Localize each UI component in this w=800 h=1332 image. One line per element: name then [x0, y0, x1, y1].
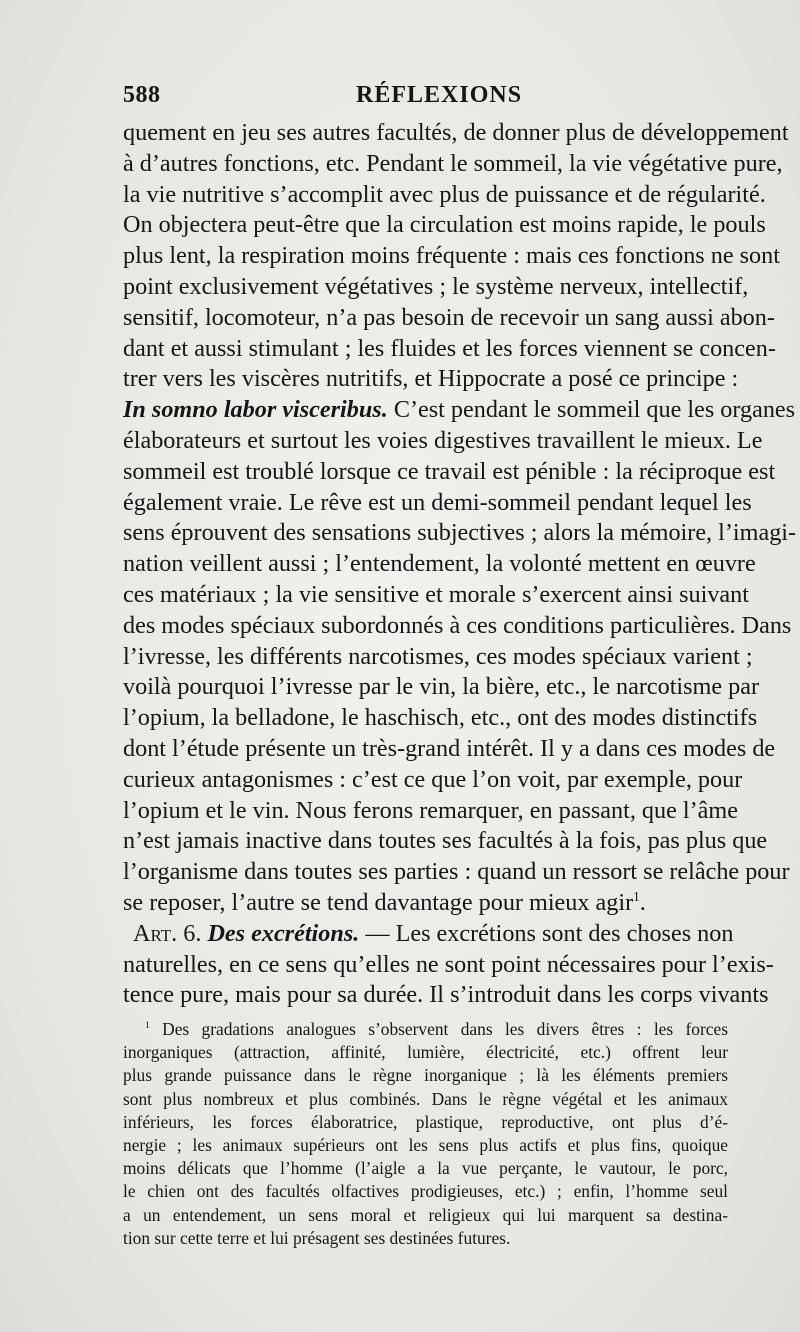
text-line	[123, 395, 796, 426]
text-line: dont l’étude présente un très-grand intérêt. Il y a dans ces modes de	[123, 734, 776, 762]
footnote	[123, 1018, 728, 1250]
text-line: sens éprouvent des sensations subjectives ; alors la mémoire, l’imagi-	[123, 519, 797, 547]
text-segment: — Les excrétions sont des choses non	[359, 919, 734, 947]
text-line: n’est jamais inactive dans toutes ses facultés à la fois, pas plus que	[123, 827, 768, 855]
text-line: sensitif, locomoteur, n’a pas besoin de recevoir un sang aussi abon-	[123, 303, 775, 331]
running-title: RÉFLEXIONS	[356, 82, 523, 108]
footnote-line: inférieurs, les forces élaboratrice, plastique, reproductive, ont plus d’é-	[123, 1111, 728, 1132]
text-line: l’opium et le vin. Nous ferons remarquer, en passant, que l’âme	[123, 796, 738, 824]
footnote-line	[123, 1018, 728, 1041]
text-line: naturelles, en ce sens qu’elles ne sont point nécessaires pour l’exis-	[123, 950, 774, 978]
latin-phrase: In somno labor visceribus.	[123, 396, 388, 424]
text-line: l’opium, la belladone, le haschisch, etc., ont des modes distinctifs	[123, 704, 758, 732]
text-line: On objectera peut-être que la circulation est moins rapide, le pouls	[123, 211, 766, 239]
text-line: voilà pourquoi l’ivresse par le vin, la bière, etc., le narcotisme par	[123, 673, 760, 701]
footnote-line: sont plus nombreux et plus combinés. Dans le règne végétal et les animaux	[123, 1088, 728, 1109]
text-segment: Des gradations analogues s’observent dans les divers êtres : les forces	[149, 1019, 728, 1039]
text-line: tence pure, mais pour sa durée. Il s’introduit dans les corps vivants	[123, 981, 769, 1009]
text-line: sommeil est troublé lorsque ce travail est pénible : la réciproque est	[123, 457, 776, 485]
footnote-line: a un entendement, un sens moral et religieux qui lui marquent sa destina-	[123, 1204, 728, 1225]
text-line: élaborateurs et surtout les voies digestives travaillent le mieux. Le	[123, 426, 763, 454]
article-label: Art. 6.	[133, 919, 202, 947]
article-heading-line	[123, 919, 734, 950]
footnote-line: nergie ; les animaux supérieurs ont les sens plus actifs et plus fins, quoique	[123, 1135, 728, 1156]
page-number: 588	[123, 82, 161, 108]
text-line: point exclusivement végétatives ; le système nerveux, intellectif,	[123, 272, 749, 300]
text-segment: .	[639, 888, 646, 916]
text-line: dant et aussi stimulant ; les fluides et les forces viennent se concen-	[123, 334, 776, 362]
text-line: plus lent, la respiration moins fréquente : mais ces fonctions ne sont	[123, 242, 780, 270]
text-line: l’organisme dans toutes ses parties : quand un ressort se relâche pour	[123, 858, 790, 886]
text-line: curieux antagonismes : c’est ce que l’on voit, par exemple, pour	[123, 765, 743, 793]
footnote-line: inorganiques (attraction, affinité, lumière, électricité, etc.) offrent leur	[123, 1042, 728, 1063]
text-line: des modes spéciaux subordonnés à ces conditions particulières. Dans	[123, 611, 792, 639]
footnote-marker: 1	[145, 1020, 150, 1032]
text-line: ces matériaux ; la vie sensitive et morale s’exercent ainsi suivant	[123, 580, 749, 608]
text-segment: C’est pendant le sommeil que les organes	[387, 396, 796, 424]
text-segment: se reposer, l’autre se tend davantage pour mieux agir	[123, 888, 634, 916]
footnote-line: plus grande puissance dans le règne inorganique ; là les éléments premiers	[123, 1065, 728, 1086]
text-line	[123, 888, 728, 919]
text-line: trer vers les viscères nutritifs, et Hippocrate a posé ce principe :	[123, 365, 739, 393]
footnote-reference: 1	[633, 888, 640, 904]
page-header	[123, 82, 723, 118]
text-line: l’ivresse, les différents narcotismes, ces modes spéciaux varient ;	[123, 642, 753, 670]
footnote-line: le chien ont des facultés olfactives prodigieuses, etc.) ; enfin, l’homme seul	[123, 1181, 728, 1202]
footnote-line: moins délicats que l’homme (l’aigle a la vue perçante, le vautour, le porc,	[123, 1158, 728, 1179]
text-line: nation veillent aussi ; l’entendement, la volonté mettent en œuvre	[123, 550, 756, 578]
text-line: également vraie. Le rêve est un demi-sommeil pendant lequel les	[123, 488, 752, 516]
footnote-line: tion sur cette terre et lui présagent ses destinées futures.	[123, 1227, 511, 1248]
text-line: quement en jeu ses autres facultés, de donner plus de développement	[123, 119, 789, 146]
main-text	[123, 118, 797, 1011]
text-line: à d’autres fonctions, etc. Pendant le sommeil, la vie végétative pure,	[123, 149, 783, 177]
article-title: Des excrétions.	[207, 919, 360, 947]
text-line: la vie nutritive s’accomplit avec plus de puissance et de régularité.	[123, 180, 766, 208]
